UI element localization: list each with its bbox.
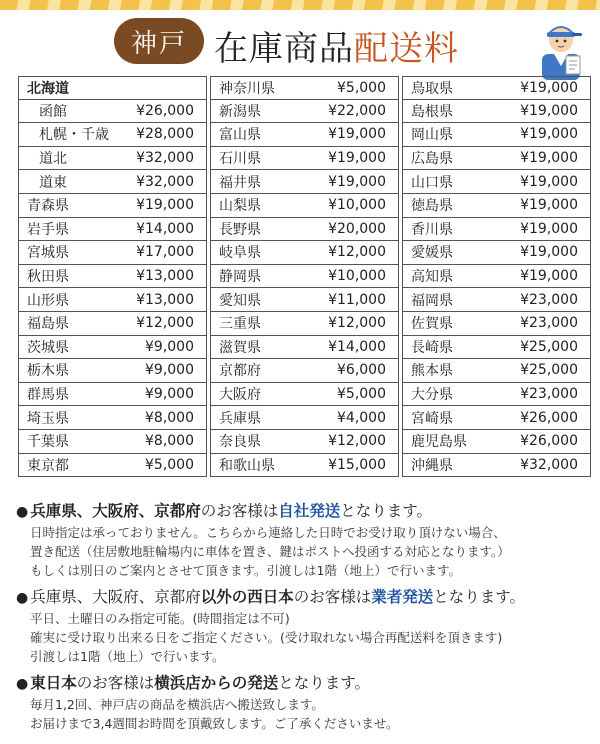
region-name: 北海道 [27, 80, 69, 97]
note-title-segment: のお客様は [293, 588, 372, 606]
shipping-notes [16, 500, 594, 739]
shipping-price: ¥6,000 [337, 362, 386, 379]
shipping-price: ¥12,000 [328, 244, 386, 261]
shipping-price: ¥19,000 [328, 126, 386, 143]
region-name: 神奈川県 [219, 80, 275, 97]
region-name: 山梨県 [219, 198, 261, 215]
region-name: 鳥取県 [411, 80, 453, 97]
note-body-line: 平日、土曜日のみ指定可能。(時間指定は不可) [30, 611, 290, 626]
region-name: 長崎県 [411, 339, 453, 356]
shipping-price: ¥19,000 [520, 102, 578, 119]
region-name: 道北 [39, 151, 67, 168]
price-row [402, 265, 591, 289]
region-name: 福井県 [219, 174, 261, 191]
note-body-line: 置き配送（住居敷地駐輪場内に車体を置き、鍵はポストへ投函する対応となります。） [30, 544, 510, 559]
region-name: 埼玉県 [27, 410, 69, 427]
badge-label: 神戸 [130, 28, 187, 59]
price-row [210, 359, 399, 383]
shipping-price: ¥12,000 [136, 315, 194, 332]
region-name: 栃木県 [27, 363, 69, 380]
shipping-price: ¥19,000 [136, 197, 194, 214]
price-row [402, 288, 591, 312]
note-block [16, 672, 594, 733]
title-main: 在庫商品 [214, 29, 354, 69]
region-name: 千葉県 [27, 434, 69, 451]
region-name: 高知県 [411, 269, 453, 286]
shipping-price: ¥19,000 [520, 197, 578, 214]
shipping-price: ¥10,000 [328, 197, 386, 214]
note-body-line: 確実に受け取り出来る日をご指定ください。(受け取れない場合再配送料を頂きます) [30, 630, 503, 645]
page-title [214, 21, 459, 70]
note-title-segment: 自社発送 [278, 502, 341, 520]
shipping-price: ¥19,000 [520, 244, 578, 261]
note-block [16, 586, 594, 666]
price-row [402, 454, 591, 478]
price-row [18, 359, 207, 383]
price-row [18, 406, 207, 430]
shipping-price: ¥5,000 [337, 386, 386, 403]
price-row [402, 241, 591, 265]
shipping-price: ¥20,000 [328, 220, 386, 237]
region-name: 東京都 [27, 457, 69, 474]
shipping-price: ¥9,000 [145, 386, 194, 403]
page-header [0, 10, 600, 72]
note-title [16, 500, 594, 523]
bullet-icon: ● [16, 504, 29, 520]
region-name: 大分県 [411, 387, 453, 404]
price-row [18, 288, 207, 312]
region-name: 岡山県 [411, 127, 453, 144]
price-row [18, 100, 207, 124]
note-body-line: 日時指定は承っておりません。こちらから連絡した日時でお受け取り頂けない場合、 [30, 525, 506, 540]
shipping-price: ¥8,000 [145, 409, 194, 426]
shipping-price: ¥32,000 [136, 173, 194, 190]
price-row [210, 336, 399, 360]
region-name: 島根県 [411, 103, 453, 120]
note-title [16, 672, 594, 695]
note-title-segment: となります。 [340, 502, 433, 520]
note-title-segment: 業者発送 [371, 588, 434, 606]
title-accent: 配送料 [354, 29, 459, 69]
price-row [210, 383, 399, 407]
shipping-price: ¥19,000 [520, 126, 578, 143]
region-name: 鹿児島県 [411, 434, 467, 451]
price-row [402, 383, 591, 407]
price-row [402, 147, 591, 171]
note-title-segment: のお客様は [200, 502, 279, 520]
region-name: 静岡県 [219, 269, 261, 286]
shipping-price: ¥14,000 [136, 220, 194, 237]
price-row [210, 265, 399, 289]
price-row [402, 406, 591, 430]
price-row [18, 383, 207, 407]
shipping-price: ¥26,000 [520, 409, 578, 426]
note-title-segment: 兵庫県、大阪府、京都府 [30, 588, 201, 606]
price-row [210, 406, 399, 430]
region-name: 熊本県 [411, 363, 453, 380]
shipping-price: ¥9,000 [145, 338, 194, 355]
price-row [210, 76, 399, 100]
shipping-price: ¥9,000 [145, 362, 194, 379]
price-row [402, 359, 591, 383]
shipping-price: ¥19,000 [520, 79, 578, 96]
price-row [210, 241, 399, 265]
price-row [18, 123, 207, 147]
shipping-price: ¥15,000 [328, 456, 386, 473]
price-row [402, 100, 591, 124]
price-row [18, 147, 207, 171]
region-name: 山口県 [411, 174, 453, 191]
price-column-1 [18, 76, 207, 477]
shipping-price: ¥23,000 [520, 291, 578, 308]
price-column-3 [402, 76, 591, 477]
shipping-price: ¥13,000 [136, 268, 194, 285]
shipping-price: ¥19,000 [520, 220, 578, 237]
price-row [210, 454, 399, 478]
shipping-price: ¥32,000 [520, 456, 578, 473]
region-name: 道東 [39, 174, 67, 191]
shipping-price: ¥19,000 [328, 173, 386, 190]
note-title-segment: 以外の西日本 [200, 588, 294, 606]
shipping-price: ¥13,000 [136, 291, 194, 308]
region-name: 富山県 [219, 127, 261, 144]
note-title-segment: となります。 [433, 588, 526, 606]
price-column-2 [210, 76, 399, 477]
note-title-segment: 兵庫県、大阪府、京都府 [30, 502, 201, 520]
region-name: 福島県 [27, 316, 69, 333]
region-name: 滋賀県 [219, 339, 261, 356]
shipping-price: ¥19,000 [328, 150, 386, 167]
price-row [210, 147, 399, 171]
note-body-line: 引渡しは1階（地上）で行います。 [30, 649, 225, 664]
region-name: 愛媛県 [411, 245, 453, 262]
note-title-segment: 東日本 [30, 674, 77, 692]
shipping-price: ¥8,000 [145, 433, 194, 450]
price-row [18, 218, 207, 242]
shipping-price: ¥26,000 [520, 433, 578, 450]
bullet-icon: ● [16, 676, 29, 692]
region-name: 岐阜県 [219, 245, 261, 262]
shipping-price: ¥25,000 [520, 338, 578, 355]
price-row [402, 194, 591, 218]
note-title [16, 586, 594, 609]
region-name: 宮崎県 [411, 410, 453, 427]
note-body-line: 毎月1,2回、神戸店の商品を横浜店へ搬送致します。 [30, 697, 324, 712]
region-name: 青森県 [27, 198, 69, 215]
kobe-badge [114, 18, 204, 64]
price-row [210, 218, 399, 242]
region-name: 茨城県 [27, 339, 69, 356]
region-name: 三重県 [219, 316, 261, 333]
region-name: 愛知県 [219, 292, 261, 309]
shipping-price: ¥14,000 [328, 338, 386, 355]
price-row [18, 336, 207, 360]
note-title-segment: のお客様は [76, 674, 155, 692]
shipping-price: ¥32,000 [136, 150, 194, 167]
region-name: 新潟県 [219, 103, 261, 120]
price-row [402, 218, 591, 242]
shipping-price: ¥23,000 [520, 386, 578, 403]
note-title-segment: 横浜店からの発送 [154, 674, 279, 692]
region-name: 石川県 [219, 151, 261, 168]
region-name: 岩手県 [27, 221, 69, 238]
price-row [18, 454, 207, 478]
price-row [402, 430, 591, 454]
shipping-price: ¥26,000 [136, 102, 194, 119]
shipping-price: ¥19,000 [520, 268, 578, 285]
price-row [210, 100, 399, 124]
note-body-line: お届けまで3,4週間お時間を頂戴致します。ご了承くださいませ。 [30, 716, 399, 731]
shipping-price: ¥4,000 [337, 409, 386, 426]
region-name: 香川県 [411, 221, 453, 238]
region-name: 群馬県 [27, 387, 69, 404]
price-row [210, 312, 399, 336]
note-title-segment: となります。 [278, 674, 371, 692]
region-name: 山形県 [27, 292, 69, 309]
region-name: 京都府 [219, 363, 261, 380]
region-name: 札幌・千歳 [39, 127, 109, 144]
region-name: 宮城県 [27, 245, 69, 262]
shipping-price: ¥28,000 [136, 126, 194, 143]
region-name: 奈良県 [219, 434, 261, 451]
price-row [402, 76, 591, 100]
price-row [210, 123, 399, 147]
price-row [210, 430, 399, 454]
region-name: 函館 [39, 103, 67, 120]
region-name: 大阪府 [219, 387, 261, 404]
delivery-worker-icon [528, 14, 594, 80]
price-row [210, 288, 399, 312]
region-name: 沖縄県 [411, 457, 453, 474]
price-row [402, 123, 591, 147]
region-name: 佐賀県 [411, 316, 453, 333]
note-block [16, 500, 594, 580]
region-name: 広島県 [411, 151, 453, 168]
shipping-price: ¥17,000 [136, 244, 194, 261]
shipping-price: ¥23,000 [520, 315, 578, 332]
region-name: 長野県 [219, 221, 261, 238]
region-name: 徳島県 [411, 198, 453, 215]
shipping-price: ¥19,000 [520, 150, 578, 167]
price-row [210, 194, 399, 218]
price-row [18, 194, 207, 218]
price-row [18, 76, 207, 100]
price-row [18, 241, 207, 265]
shipping-price: ¥19,000 [520, 173, 578, 190]
shipping-price: ¥12,000 [328, 433, 386, 450]
region-name: 和歌山県 [219, 457, 275, 474]
region-name: 兵庫県 [219, 410, 261, 427]
shipping-price: ¥5,000 [337, 79, 386, 96]
shipping-price: ¥22,000 [328, 102, 386, 119]
price-row [402, 312, 591, 336]
shipping-price: ¥11,000 [328, 291, 386, 308]
shipping-price: ¥10,000 [328, 268, 386, 285]
price-row [18, 170, 207, 194]
top-decorative-stripe [0, 0, 600, 10]
price-row [18, 312, 207, 336]
price-row [18, 430, 207, 454]
price-row [18, 265, 207, 289]
shipping-price: ¥25,000 [520, 362, 578, 379]
region-name: 秋田県 [27, 269, 69, 286]
note-body-line: もしくは別日のご案内とさせて頂きます。引渡しは1階（地上）で行います。 [30, 563, 461, 578]
bullet-icon: ● [16, 590, 29, 606]
shipping-price: ¥12,000 [328, 315, 386, 332]
price-row [210, 170, 399, 194]
region-name: 福岡県 [411, 292, 453, 309]
shipping-price: ¥5,000 [145, 456, 194, 473]
price-row [402, 336, 591, 360]
price-row [402, 170, 591, 194]
